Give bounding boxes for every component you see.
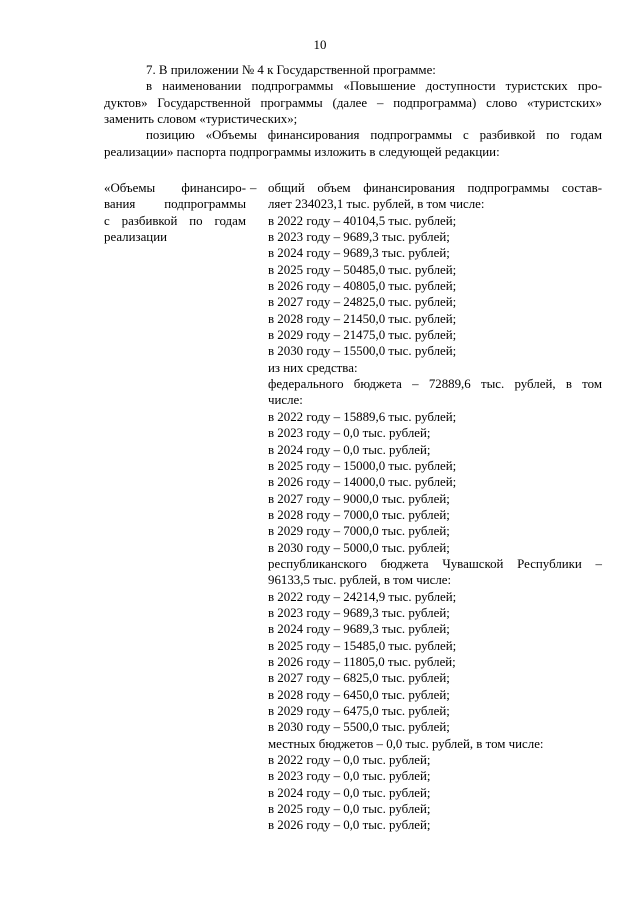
year-amount-line: в 2030 году – 5000,0 тыс. рублей; [268, 540, 450, 555]
year-amount-line: в 2024 году – 9689,3 тыс. рублей; [268, 246, 450, 261]
year-amount-line: в 2027 году – 24825,0 тыс. рублей; [268, 295, 457, 310]
federal-line: федерального бюджета – 72889,6 тыс. рублей, в том [268, 377, 602, 392]
rename-paragraph-line3: заменить словом «туристических»; [104, 112, 298, 127]
year-amount-line: в 2028 году – 7000,0 тыс. рублей; [268, 507, 450, 522]
total-line: ляет 234023,1 тыс. рублей, в том числе: [268, 197, 485, 212]
position-label [104, 180, 246, 245]
year-amount-line: в 2022 году – 0,0 тыс. рублей; [268, 753, 431, 768]
year-amount-line: в 2027 году – 6825,0 тыс. рублей; [268, 671, 450, 686]
year-amount-line: в 2025 году – 0,0 тыс. рублей; [268, 802, 431, 817]
year-amount-line: в 2028 году – 21450,0 тыс. рублей; [268, 311, 457, 326]
federal-years-list [268, 409, 602, 556]
year-amount-line: в 2025 году – 50485,0 тыс. рублей; [268, 262, 457, 277]
page-number: 10 [313, 38, 327, 52]
rename-paragraph-line2: дуктов» Государственной программы (далее – подпрограмма) слово «туристских» [104, 95, 602, 110]
year-amount-line: в 2029 году – 6475,0 тыс. рублей; [268, 704, 450, 718]
year-amount-line: в 2030 году – 5500,0 тыс. рублей; [268, 720, 450, 735]
year-amount-line: в 2026 году – 14000,0 тыс. рублей; [268, 475, 457, 490]
republic-line: 96133,5 тыс. рублей, в том числе: [268, 573, 452, 588]
total-line: общий объем финансирования подпрограммы состав- [268, 181, 602, 195]
year-amount-line: в 2024 году – 9689,3 тыс. рублей; [268, 622, 450, 637]
position-label-line: вания подпрограммы [104, 197, 246, 212]
year-amount-line: в 2022 году – 40104,5 тыс. рублей; [268, 213, 457, 228]
year-amount-line: в 2030 году – 15500,0 тыс. рублей; [268, 344, 457, 359]
year-amount-line: в 2023 году – 9689,3 тыс. рублей; [268, 230, 450, 245]
position-label-line: с разбивкой по годам [104, 213, 246, 228]
year-amount-line: в 2028 году – 6450,0 тыс. рублей; [268, 687, 450, 702]
local-line: местных бюджетов – 0,0 тыс. рублей, в том числе: [268, 736, 544, 751]
year-amount-line: в 2022 году – 15889,6 тыс. рублей; [268, 409, 457, 424]
year-amount-line: в 2022 году – 24214,9 тыс. рублей; [268, 589, 457, 604]
item-7-heading: 7. В приложении № 4 к Государственной программе: [146, 63, 436, 77]
position-dash: – [250, 181, 257, 195]
position-label-line: реализации [104, 230, 167, 245]
year-amount-line: в 2023 году – 9689,3 тыс. рублей; [268, 605, 450, 620]
federal-line: числе: [268, 393, 303, 408]
year-amount-line: в 2029 году – 21475,0 тыс. рублей; [268, 328, 457, 343]
year-amount-line: в 2026 году – 40805,0 тыс. рублей; [268, 279, 457, 294]
position-paragraph-line2: реализации» паспорта подпрограммы изложить в следующей редакции: [104, 144, 500, 159]
year-amount-line: в 2023 году – 0,0 тыс. рублей; [268, 426, 431, 441]
position-value [268, 180, 602, 834]
year-amount-line: в 2025 году – 15000,0 тыс. рублей; [268, 458, 457, 473]
year-amount-line: в 2026 году – 11805,0 тыс. рублей; [268, 654, 456, 669]
rename-paragraph-line1: в наименовании подпрограммы «Повышение доступности туристских про- [146, 79, 602, 94]
position-paragraph-line1: позицию «Объемы финансирования подпрограммы с разбивкой по годам [146, 128, 602, 143]
year-amount-line: в 2024 году – 0,0 тыс. рублей; [268, 442, 431, 457]
republic-years-list [268, 589, 602, 736]
total-years-list [268, 213, 602, 360]
year-amount-line: в 2027 году – 9000,0 тыс. рублей; [268, 491, 450, 506]
of-them-line: из них средства: [268, 360, 358, 375]
year-amount-line: в 2024 году – 0,0 тыс. рублей; [268, 785, 431, 800]
year-amount-line: в 2025 году – 15485,0 тыс. рублей; [268, 638, 457, 653]
amendment-intro [104, 62, 602, 160]
local-years-list [268, 752, 602, 834]
year-amount-line: в 2023 году – 0,0 тыс. рублей; [268, 769, 431, 784]
republic-line: республиканского бюджета Чувашской Республики – [268, 556, 602, 571]
year-amount-line: в 2029 году – 7000,0 тыс. рублей; [268, 524, 450, 539]
position-label-line: «Объемы финансиро- [104, 181, 246, 195]
year-amount-line: в 2026 году – 0,0 тыс. рублей; [268, 818, 431, 833]
